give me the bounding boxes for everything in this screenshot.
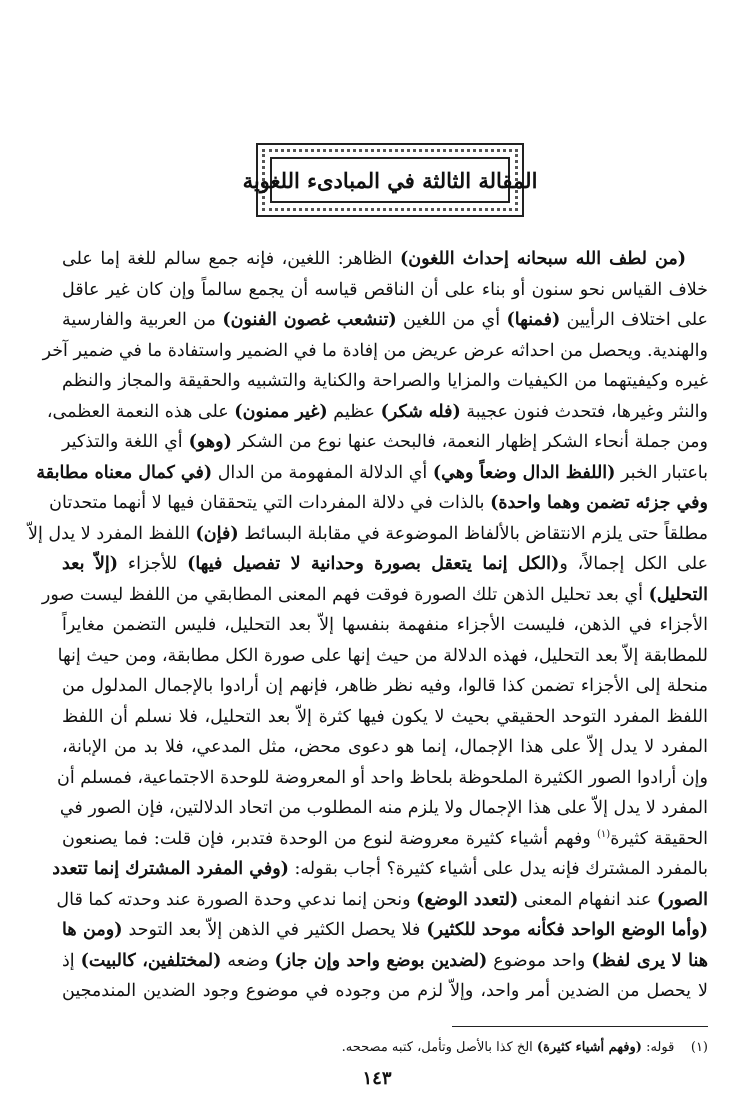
commentary-text: وضعه [221,950,275,971]
quoted-matn: (غير ممنون) [234,401,328,422]
quoted-matn: (الكل إنما يتعقل بصورة وحدانية لا تفصيل فيها) [187,554,560,574]
text-line [62,702,708,733]
commentary-text: مطلقاً حتى يلزم الانتقاض بالألفاظ الموضوعة في مقابلة البسائط [238,523,708,544]
quoted-matn: (فمنها) [506,310,561,330]
text-line [62,305,708,336]
footnote-quote: (وفهم أشياء كثيرة) [536,1040,642,1055]
commentary-text: اللفظ المفرد التوحد الحقيقي بحيث لا يكون فيها كثرة إلاّ بعد التحليل، فلا نسلم أن اللفظ [62,706,708,727]
commentary-text: من العربية والفارسية [62,310,223,330]
quoted-matn: الصور) [656,889,708,910]
quoted-matn: (وأما الوضع الواحد فكأنه موحد للكثير) [426,920,708,940]
commentary-text: بالمفرد المشترك فإنه يدل على أشياء كثيرة؟ أجاب بقوله: [288,859,708,879]
commentary-text: أي الدلالة المفهومة من الدال [212,462,433,483]
quoted-matn: (وهو) [188,432,232,452]
page-number: ١٤٣ [362,1068,392,1089]
text-line [41,580,708,611]
quoted-matn: (تنشعب غصون الفنون) [222,310,397,330]
text-line [42,336,708,367]
text-line [62,610,708,641]
text-line [36,458,708,489]
quoted-matn: (لتعدد الوضع) [416,889,519,910]
quoted-matn: (لمختلفين، كالبيت) [80,950,222,971]
text-line [46,397,708,428]
commentary-text: عند انفهام المعنى [518,889,657,910]
text-line [62,915,708,946]
commentary-text: منحلة إلى الأجزاء تضمن كذا قالوا، وفيه نظر ظاهر، فإنهم إن أرادوا بالإجمال المدلول من [62,676,708,696]
text-line [62,946,708,977]
text-line [62,732,708,763]
text-line [59,793,708,824]
commentary-text: الأجزاء في الذهن، فليست الأجزاء منفهمة بنفسها إلاّ بعد التحليل، فليس التضمن مغايراً [62,615,708,635]
commentary-text: فلا يحصل الكثير في الذهن إلاّ بعد التوحد [122,920,427,940]
commentary-text: وإن أرادوا الصور الكثيرة الملحوظة بلحاظ واحد أو المعروضة للوحدة الاجتماعية، فمسلم أن [57,767,708,788]
quoted-matn: (من لطف الله سبحانه إحداث اللغون) [399,249,686,269]
commentary-text: والهندية. ويحصل من احداثه عرض عريض من إفادة ما في الضمير واستفادة ما في ضمير آخر [42,340,708,361]
text-line [62,244,708,275]
quoted-matn: هنا لا يرى لفظ) [591,950,709,971]
footnote [342,1040,708,1055]
footnote-label: قوله: [641,1040,675,1055]
quoted-matn: التحليل) [648,584,708,605]
commentary-text: المفرد لا يدل إلاّ على هذا الإجمال، إنما هو دعوى محض، مثل المدعي، فلا بد من الإبانة، [62,737,708,757]
footnote-text: الخ كذا بالأصل وتأمل، كتبه مصححه. [341,1040,537,1055]
commentary-text: غيره وكيفيتهما من الكيفيات والمزايا والصراحة والكناية والتشبيه والحقيقة والمجاز والنظم [62,371,708,391]
quoted-matn: (فإن) [195,523,239,544]
commentary-text: ونحن إنما ندعي وحدة الصورة عند وحدته كما قال [56,889,417,910]
text-line [62,549,708,580]
footnote-divider [452,1026,708,1027]
commentary-text: خلاف القياس نحو سنون أو بناء على أن الناقص قياسه أن يجمع سالماً وإن كان غير عاقل [62,279,708,300]
text-line [28,519,708,550]
commentary-text: لا يحصل من الضدين أمر واحد، وإلاّ لزم من وجوده في موضوع وجود الضدين المندمجين [62,981,708,1001]
chapter-title-box [242,157,538,203]
commentary-text: على هذه النعمة العظمى، [46,401,235,422]
text-line [62,976,708,1007]
text-line [62,366,708,397]
quoted-matn: (لضدين بوضع واحد وإن جاز) [274,950,488,971]
commentary-text: أي بعد تحليل الذهن تلك الصورة فوقت فهم المعنى المطابقي من اللفظ ليست صور [41,584,649,605]
commentary-text: بالذات في دلالة المفردات التي يتحققان فيها لا أنهما متحدتان [49,493,491,513]
text-line [49,488,708,519]
commentary-text: والنثر وغيرها، فتحدث فنون عجيبة [460,401,708,422]
commentary-text: وفهم أشياء كثيرة معروضة لنوع من الوحدة فتدبر، فإن قلت: فما يصنعون [62,828,598,849]
commentary-text: الظاهر: اللغين، فإنه جمع سالم للغة إما على [62,249,400,269]
commentary-text: المفرد لا يدل إلاّ على هذا الإجمال ولا يلزم منه المطلوب من اتحاد الدلالتين، فإن الصور في [59,798,708,818]
text-line [62,824,708,855]
quoted-matn: (فله شكر) [380,401,461,422]
commentary-text: على الكل إجمالاً، و [559,554,709,574]
quoted-matn: (ومن ها [62,920,123,940]
footnote-marker: (١) [690,1040,708,1055]
commentary-text: أي من اللغين [396,310,507,330]
commentary-text: واحد موضوع [487,950,592,971]
quoted-matn: (وفي المفرد المشترك إنما تتعدد [52,859,289,879]
commentary-text: اللفظ المفرد لا يدل إلاّ [28,523,196,544]
commentary-text: على اختلاف الرأيين [560,310,709,330]
commentary-text: ومن جملة أنحاء الشكر إظهار النعمة، فالبحث عنها نوع من الشكر [231,432,708,452]
text-line [57,641,708,672]
commentary-text: للمطابقة إلاّ بعد التحليل، فهذه الدلالة من حيث إنها على صورة الكل مطابقة، ومن حيث إنها [57,645,708,666]
text-line [62,427,708,458]
commentary-text: باعتبار الخبر [615,462,708,483]
text-line [57,763,708,794]
quoted-matn: وفي جزئه تضمن وهما واحدة) [490,493,708,513]
commentary-text: الحقيقة كثيرة [610,828,709,849]
footnote-reference: (١) [597,828,611,840]
commentary-text: أي اللغة والتذكير [62,432,189,452]
text-line [56,885,708,916]
commentary-text: للأجزاء [118,554,188,574]
chapter-title-frame [242,143,538,217]
quoted-matn: (اللفظ الدال وضعاً وهي) [432,462,616,483]
quoted-matn: (في كمال معناه مطابقة [36,462,213,483]
commentary-text: إذ [62,950,81,971]
chapter-title: المقالة الثالثة في المبادىء اللغوية [242,167,538,193]
text-line [52,854,708,885]
text-line [62,275,708,306]
quoted-matn: (إلاّ بعد [62,554,119,574]
text-line [62,671,708,702]
body-text [28,244,709,1007]
commentary-text: عظيم [327,401,381,422]
